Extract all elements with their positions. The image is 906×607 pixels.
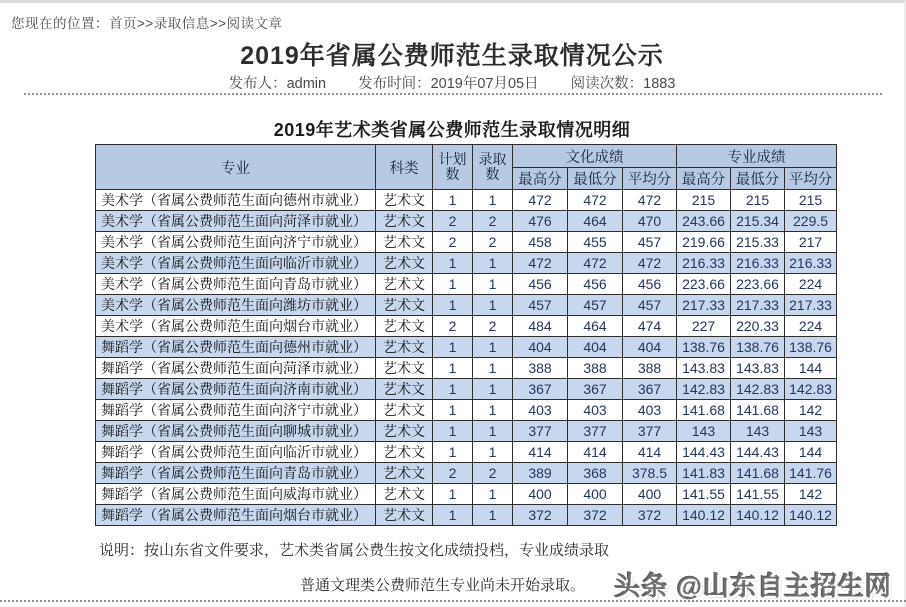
- score-cell: 140.12: [731, 505, 785, 526]
- score-cell: 457: [513, 295, 568, 316]
- score-cell: 1: [433, 253, 473, 274]
- score-cell: 472: [513, 190, 568, 211]
- score-cell: 215.34: [731, 211, 785, 232]
- publisher-meta: [229, 76, 327, 92]
- score-cell: 377: [568, 421, 623, 442]
- score-cell: 220.33: [731, 316, 785, 337]
- table-body: [96, 190, 837, 526]
- score-cell: 1: [433, 358, 473, 379]
- score-cell: 367: [623, 379, 677, 400]
- table-row: [96, 337, 837, 358]
- major-cell: 美术学（省属公费师范生面向烟台市就业）: [96, 316, 376, 337]
- score-cell: 472: [623, 190, 677, 211]
- col-header-professional-avg: 平均分: [785, 168, 837, 190]
- score-cell: 144.43: [731, 442, 785, 463]
- publisher-value: admin: [286, 76, 327, 92]
- score-cell: 2: [433, 316, 473, 337]
- major-cell: 舞蹈学（省属公费师范生面向临沂市就业）: [96, 442, 376, 463]
- score-cell: 400: [513, 484, 568, 505]
- meta-divider: [24, 93, 882, 95]
- score-cell: 215.33: [731, 232, 785, 253]
- score-cell: 367: [513, 379, 568, 400]
- publish-time-value: 2019年07月05日: [430, 76, 539, 92]
- score-cell: 456: [513, 274, 568, 295]
- score-cell: 217: [785, 232, 837, 253]
- score-cell: 144: [785, 442, 837, 463]
- score-cell: 367: [568, 379, 623, 400]
- table-note: 说明：按山东省文件要求，艺术类省属公费生按文化成绩投档，专业成绩录取: [99, 542, 610, 559]
- score-cell: 472: [568, 190, 623, 211]
- score-cell: 1: [433, 421, 473, 442]
- score-cell: 1: [473, 358, 513, 379]
- score-cell: 472: [568, 253, 623, 274]
- category-cell: 艺术文: [376, 400, 433, 421]
- col-group-professional: 专业成绩: [677, 145, 837, 168]
- table-row: [96, 442, 837, 463]
- score-cell: 142.83: [785, 379, 837, 400]
- score-cell: 141.55: [677, 484, 731, 505]
- score-cell: 377: [513, 421, 568, 442]
- score-cell: 404: [623, 337, 677, 358]
- table-row: [96, 379, 837, 400]
- score-cell: 400: [623, 484, 677, 505]
- score-cell: 1: [473, 400, 513, 421]
- score-cell: 143.83: [731, 358, 785, 379]
- score-cell: 1: [473, 295, 513, 316]
- score-cell: 142.83: [677, 379, 731, 400]
- col-header-culture-min: 最低分: [568, 168, 623, 190]
- score-cell: 400: [568, 484, 623, 505]
- category-cell: 艺术文: [376, 211, 433, 232]
- score-cell: 388: [513, 358, 568, 379]
- score-cell: 2: [473, 232, 513, 253]
- score-cell: 1: [433, 190, 473, 211]
- score-cell: 1: [433, 400, 473, 421]
- category-cell: 艺术文: [376, 463, 433, 484]
- col-header-culture-avg: 平均分: [623, 168, 677, 190]
- score-cell: 476: [513, 211, 568, 232]
- score-cell: 472: [513, 253, 568, 274]
- score-cell: 470: [623, 211, 677, 232]
- score-cell: 143: [677, 421, 731, 442]
- score-cell: 143.83: [677, 358, 731, 379]
- score-cell: 456: [568, 274, 623, 295]
- category-cell: 艺术文: [376, 442, 433, 463]
- score-cell: 224: [785, 316, 837, 337]
- major-cell: 舞蹈学（省属公费师范生面向青岛市就业）: [96, 463, 376, 484]
- breadcrumb-section-link[interactable]: 录取信息: [153, 16, 210, 31]
- score-cell: 457: [568, 295, 623, 316]
- score-cell: 377: [623, 421, 677, 442]
- major-cell: 舞蹈学（省属公费师范生面向德州市就业）: [96, 337, 376, 358]
- page-title: 2019年省属公费师范生录取情况公示: [240, 42, 664, 70]
- score-cell: 1: [433, 337, 473, 358]
- major-cell: 美术学（省属公费师范生面向潍坊市就业）: [96, 295, 376, 316]
- category-cell: 艺术文: [376, 484, 433, 505]
- score-cell: 216.33: [785, 253, 837, 274]
- score-cell: 1: [433, 505, 473, 526]
- score-cell: 403: [623, 400, 677, 421]
- major-cell: 舞蹈学（省属公费师范生面向威海市就业）: [96, 484, 376, 505]
- major-cell: 舞蹈学（省属公费师范生面向济南市就业）: [96, 379, 376, 400]
- score-cell: 455: [568, 232, 623, 253]
- score-cell: 378.5: [623, 463, 677, 484]
- col-header-professional-min: 最低分: [731, 168, 785, 190]
- score-cell: 2: [473, 463, 513, 484]
- table-row: [96, 484, 837, 505]
- score-cell: 464: [568, 316, 623, 337]
- score-cell: 372: [513, 505, 568, 526]
- score-cell: 1: [473, 505, 513, 526]
- table-row: [96, 505, 837, 526]
- publish-time-label: 发布时间：: [358, 76, 431, 92]
- category-cell: 艺术文: [376, 316, 433, 337]
- table-row: [96, 421, 837, 442]
- category-cell: 艺术文: [376, 253, 433, 274]
- score-cell: 141.55: [731, 484, 785, 505]
- watermark-text: 头条 @山东自主招生网: [614, 571, 892, 601]
- major-cell: 美术学（省属公费师范生面向临沂市就业）: [96, 253, 376, 274]
- score-cell: 142.83: [731, 379, 785, 400]
- score-cell: 403: [513, 400, 568, 421]
- score-cell: 141.68: [677, 400, 731, 421]
- breadcrumb-separator: >>: [209, 16, 227, 31]
- breadcrumb-home-link[interactable]: 首页: [109, 16, 137, 31]
- score-cell: 216.33: [731, 253, 785, 274]
- table-row: [96, 190, 837, 211]
- score-cell: 138.76: [731, 337, 785, 358]
- score-cell: 458: [513, 232, 568, 253]
- score-cell: 217.33: [677, 295, 731, 316]
- score-cell: 457: [623, 295, 677, 316]
- score-cell: 389: [513, 463, 568, 484]
- score-cell: 141.83: [677, 463, 731, 484]
- score-cell: 404: [568, 337, 623, 358]
- score-cell: 223.66: [731, 274, 785, 295]
- score-cell: 2: [433, 211, 473, 232]
- score-cell: 215: [677, 190, 731, 211]
- category-cell: 艺术文: [376, 337, 433, 358]
- score-cell: 2: [433, 463, 473, 484]
- score-cell: 414: [513, 442, 568, 463]
- publisher-label: 发布人：: [228, 76, 287, 92]
- table-row: [96, 358, 837, 379]
- score-cell: 388: [568, 358, 623, 379]
- score-cell: 372: [623, 505, 677, 526]
- footer-note: 普通文理类公费师范生专业尚未开始录取。: [300, 577, 586, 594]
- score-cell: 215: [785, 190, 837, 211]
- category-cell: 艺术文: [376, 274, 433, 295]
- score-cell: 403: [568, 400, 623, 421]
- category-cell: 艺术文: [376, 232, 433, 253]
- views-meta: [571, 76, 676, 92]
- score-cell: 1: [473, 337, 513, 358]
- score-cell: 224: [785, 274, 837, 295]
- table-row: [96, 253, 837, 274]
- category-cell: 艺术文: [376, 379, 433, 400]
- score-cell: 141.68: [731, 463, 785, 484]
- table-title: 2019年艺术类省属公费师范生录取情况明细: [273, 120, 631, 140]
- table-row: [96, 400, 837, 421]
- major-cell: 舞蹈学（省属公费师范生面向烟台市就业）: [96, 505, 376, 526]
- publish-time-meta: [358, 76, 539, 92]
- score-cell: 243.66: [677, 211, 731, 232]
- major-cell: 舞蹈学（省属公费师范生面向聊城市就业）: [96, 421, 376, 442]
- article-meta: [0, 72, 904, 93]
- score-cell: 388: [623, 358, 677, 379]
- admission-score-table: [95, 144, 837, 526]
- score-cell: 1: [433, 295, 473, 316]
- score-cell: 1: [473, 484, 513, 505]
- category-cell: 艺术文: [376, 190, 433, 211]
- col-header-professional-max: 最高分: [677, 168, 731, 190]
- score-cell: 217.33: [785, 295, 837, 316]
- score-cell: 2: [473, 316, 513, 337]
- score-cell: 1: [473, 253, 513, 274]
- major-cell: 舞蹈学（省属公费师范生面向菏泽市就业）: [96, 358, 376, 379]
- score-cell: 1: [473, 190, 513, 211]
- score-cell: 2: [433, 232, 473, 253]
- table-row: [96, 274, 837, 295]
- score-cell: 456: [623, 274, 677, 295]
- score-cell: 141.68: [731, 400, 785, 421]
- score-cell: 368: [568, 463, 623, 484]
- score-cell: 138.76: [677, 337, 731, 358]
- score-cell: 404: [513, 337, 568, 358]
- score-cell: 414: [568, 442, 623, 463]
- bottom-divider: [0, 600, 906, 602]
- score-cell: 1: [433, 442, 473, 463]
- score-cell: 142: [785, 484, 837, 505]
- score-cell: 1: [473, 379, 513, 400]
- col-header-culture-max: 最高分: [513, 168, 568, 190]
- score-cell: 227: [677, 316, 731, 337]
- score-cell: 138.76: [785, 337, 837, 358]
- score-cell: 223.66: [677, 274, 731, 295]
- score-cell: 219.66: [677, 232, 731, 253]
- category-cell: 艺术文: [376, 295, 433, 316]
- table-row: [96, 232, 837, 253]
- major-cell: 美术学（省属公费师范生面向济宁市就业）: [96, 232, 376, 253]
- major-cell: 美术学（省属公费师范生面向青岛市就业）: [96, 274, 376, 295]
- table-row: [96, 463, 837, 484]
- score-cell: 457: [623, 232, 677, 253]
- breadcrumb: [11, 12, 283, 32]
- views-label: 阅读次数：: [570, 76, 644, 92]
- score-cell: 143: [731, 421, 785, 442]
- score-cell: 472: [623, 253, 677, 274]
- category-cell: 艺术文: [376, 421, 433, 442]
- col-header-major: 专业: [96, 145, 376, 190]
- col-header-admitted: 录取数: [473, 145, 513, 190]
- breadcrumb-current: 阅读文章: [226, 16, 283, 31]
- col-header-category: 科类: [376, 145, 433, 190]
- score-cell: 372: [568, 505, 623, 526]
- score-cell: 144.43: [677, 442, 731, 463]
- score-cell: 229.5: [785, 211, 837, 232]
- table-row: [96, 295, 837, 316]
- score-cell: 1: [473, 442, 513, 463]
- score-cell: 217.33: [731, 295, 785, 316]
- score-cell: 142: [785, 400, 837, 421]
- major-cell: 舞蹈学（省属公费师范生面向济宁市就业）: [96, 400, 376, 421]
- col-header-plan: 计划数: [433, 145, 473, 190]
- score-cell: 144: [785, 358, 837, 379]
- major-cell: 美术学（省属公费师范生面向德州市就业）: [96, 190, 376, 211]
- score-cell: 140.12: [677, 505, 731, 526]
- score-cell: 140.12: [785, 505, 837, 526]
- views-value: 1883: [643, 76, 676, 92]
- score-cell: 216.33: [677, 253, 731, 274]
- table-row: [96, 316, 837, 337]
- score-cell: 2: [473, 211, 513, 232]
- category-cell: 艺术文: [376, 358, 433, 379]
- breadcrumb-separator: >>: [137, 16, 154, 31]
- score-cell: 141.76: [785, 463, 837, 484]
- score-cell: 1: [433, 379, 473, 400]
- score-cell: 474: [623, 316, 677, 337]
- score-cell: 464: [568, 211, 623, 232]
- category-cell: 艺术文: [376, 505, 433, 526]
- score-cell: 1: [433, 484, 473, 505]
- score-cell: 215: [731, 190, 785, 211]
- breadcrumb-label: 您现在的位置：: [11, 16, 109, 31]
- score-cell: 414: [623, 442, 677, 463]
- score-cell: 1: [433, 274, 473, 295]
- score-cell: 484: [513, 316, 568, 337]
- score-cell: 1: [473, 274, 513, 295]
- major-cell: 美术学（省属公费师范生面向菏泽市就业）: [96, 211, 376, 232]
- score-cell: 143: [785, 421, 837, 442]
- col-group-culture: 文化成绩: [513, 145, 677, 168]
- table-row: [96, 211, 837, 232]
- score-cell: 1: [473, 421, 513, 442]
- table-header: [96, 145, 837, 190]
